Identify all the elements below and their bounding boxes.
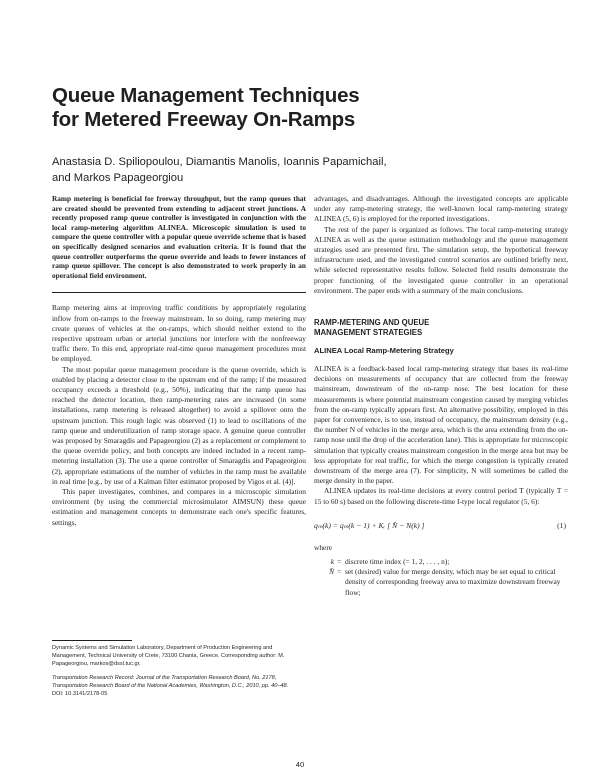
section-heading-line-1: RAMP-METERING AND QUEUE (314, 318, 430, 328)
doi-note: DOI: 10.3141/2178-05 (52, 690, 108, 697)
abstract: Ramp metering is beneficial for freeway throughput, but the ramp queues that are created should be prevented from extending to adjacent street junctions. A recently proposed ramp queue controller is investigated in conjunction with the local ramp-metering algorithm ALINEA. Microscopic simulation is used to compare the queue controller with a popular queue override scheme that is based on specifically designed scenarios and evaluation criteria. It is found that the queue controller outperforms the queue override and leads to fewer instances of ramp queue spillover. The concept is also demonstrated to work properly in an operational field environment. (52, 194, 306, 280)
intro-paragraph-1: Ramp metering aims at improving traffic conditions by appropriately regulating inflow from on-ramps to the freeway mainstream. In so doing, ramp metering may create queues of vehicles at the on-ramps, which should neither extend to the respective upstream urban or arterial junctions nor interfere with the nonfreeway traffic there. To this end, appropriate real-time queue management procedures must be employed. (52, 303, 306, 364)
definition-equals: = (337, 567, 342, 577)
page-number: 40 (295, 760, 305, 769)
definition-item (314, 557, 568, 567)
paper-title (52, 84, 552, 132)
definition-symbol: N̂ (329, 567, 334, 577)
authors-line-2: and Markos Papageorgiou (52, 171, 184, 184)
equation-number: (1) (557, 520, 566, 530)
section-heading (314, 318, 568, 338)
footnote-divider (52, 640, 132, 641)
definition-text: discrete time index (= 1, 2, . . . , n); (345, 557, 450, 567)
footnote-gap (52, 668, 306, 675)
section-heading-line-2: MANAGEMENT STRATEGIES (314, 328, 423, 338)
intro-paragraph-2: The most popular queue management procedure is the queue override, which is enabled by placing a detector close to the upstream end of the ramp; if the measured occupancy exceeds a threshold (e.g., 50%), indicating that the ramp queue has reached the detector location, then ramp-metering rates are increased (in some installations, ramp metering is released altogether) to avoid a spillover onto the upstream junction. This rough logic was observed (1) to lead to oscillations of the ramp queue and underutilization of ramp storage space. A genuine queue controller was proposed by Smaragdis and Papageorgiou (2) as a replacement or complement to the queue override policy, and both concepts are indeed included in a recent ramp-metering installation (3). The use a queue controller of Smaragdis and Papageorgiou (2), appropriate estimations of the number of vehicles in the ramp must be available in real time [e.g., by use of a Kalman filter estimator proposed by Vigos et al. (4)]. (52, 364, 306, 486)
author-list (52, 155, 552, 186)
title-line-1: Queue Management Techniques (52, 84, 360, 107)
abstract-divider (52, 292, 306, 293)
definition-equals: = (337, 557, 342, 567)
intro-paragraph-5: The rest of the paper is organized as follows. The local ramp-metering strategy ALINEA as well as the queue estimation methodology and the queue management strategies used are presented first. The simulation setup, the hypothetical freeway infrastructure used, and the investigated control scenarios are outlined briefly next, while selected representative results follow. Selected field results demonstrate the proper functioning of the investigated queue controller in an operational environment. The paper ends with a summary of the main conclusions. (314, 224, 568, 295)
subsection-heading: ALINEA Local Ramp-Metering Strategy (314, 346, 454, 356)
alinea-paragraph-2: ALINEA updates its real-time decisions at every control period T (typically T = 15 to 60 s) based on the following discrete-time I-type local regulator (5, 6): (314, 486, 568, 506)
citation-note: Transportation Research Record: Journal of the Transportation Research Board, No. 2178, Transportation Research Board of the National Academies, Washington, D.C., 2010, pp. 40–48. (52, 675, 289, 690)
intro-paragraph-3: This paper investigates, combines, and compares in a microscopic simulation environment (by using the commercial microsimulator AIMSUN) these queue estimation and management concepts to demonstrate each one's specific features, settings, (52, 487, 306, 527)
intro-paragraph-4: advantages, and disadvantages. Although the investigated concepts are applicable under any ramp-metering strategy, the well-known local ramp-metering strategy ALINEA (5, 6) is employed for the reported investigations. (314, 194, 568, 224)
alinea-paragraph-1: ALINEA is a feedback-based local ramp-metering strategy that bases its real-time decisions on measurements of occupancy that are collected from the freeway mainstream, downstream of the on-ramp nose. The best location for these measurements is where potential mainstream congestion caused by merging vehicles from the on-ramp typically appears first. An alternative possibility, employed in this paper for convenience, is to use, instead of occupancy, the mainstream density (e.g., the number N of vehicles in the merge area, which is the area extending from the on-ramp nose until the drop of the acceleration lane). This is appropriate for microscopic simulation that typically creates mainstream congestion in the merge area but may be less appropriate for real traffic, for which the merge congestion is typically created downstream of the merge area (7). For simplicity, N will sometimes be called the merge density in the paper. (314, 364, 568, 486)
footnotes (52, 645, 306, 699)
where-label: where (314, 542, 333, 552)
definition-item (314, 567, 568, 598)
definition-list (314, 557, 568, 598)
equation-1 (314, 515, 568, 537)
definition-symbol: k (330, 557, 334, 567)
authors-line-1: Anastasia D. Spiliopoulou, Diamantis Manolis, Ioannis Papamichail, (52, 156, 387, 168)
definition-text: set (desired) value for merge density, which may be set equal to critical density of corresponding freeway area to maximize downstream freeway flow; (345, 567, 561, 597)
title-line-2: for Metered Freeway On-Ramps (52, 108, 356, 131)
affiliation-note: Dynamic Systems and Simulation Laboratory, Department of Production Engineering and Management, Technical University of Crete, 73100 Chania, Greece. Corresponding author: M. Papageorgiou, markos@dssl.tuc.gr. (52, 645, 285, 667)
equation-body: qₘ(k) = qₘ(k − 1) + Kᵣ [ N̂ − N(k) ] (314, 520, 425, 530)
left-column (52, 194, 306, 528)
right-column (314, 194, 568, 598)
